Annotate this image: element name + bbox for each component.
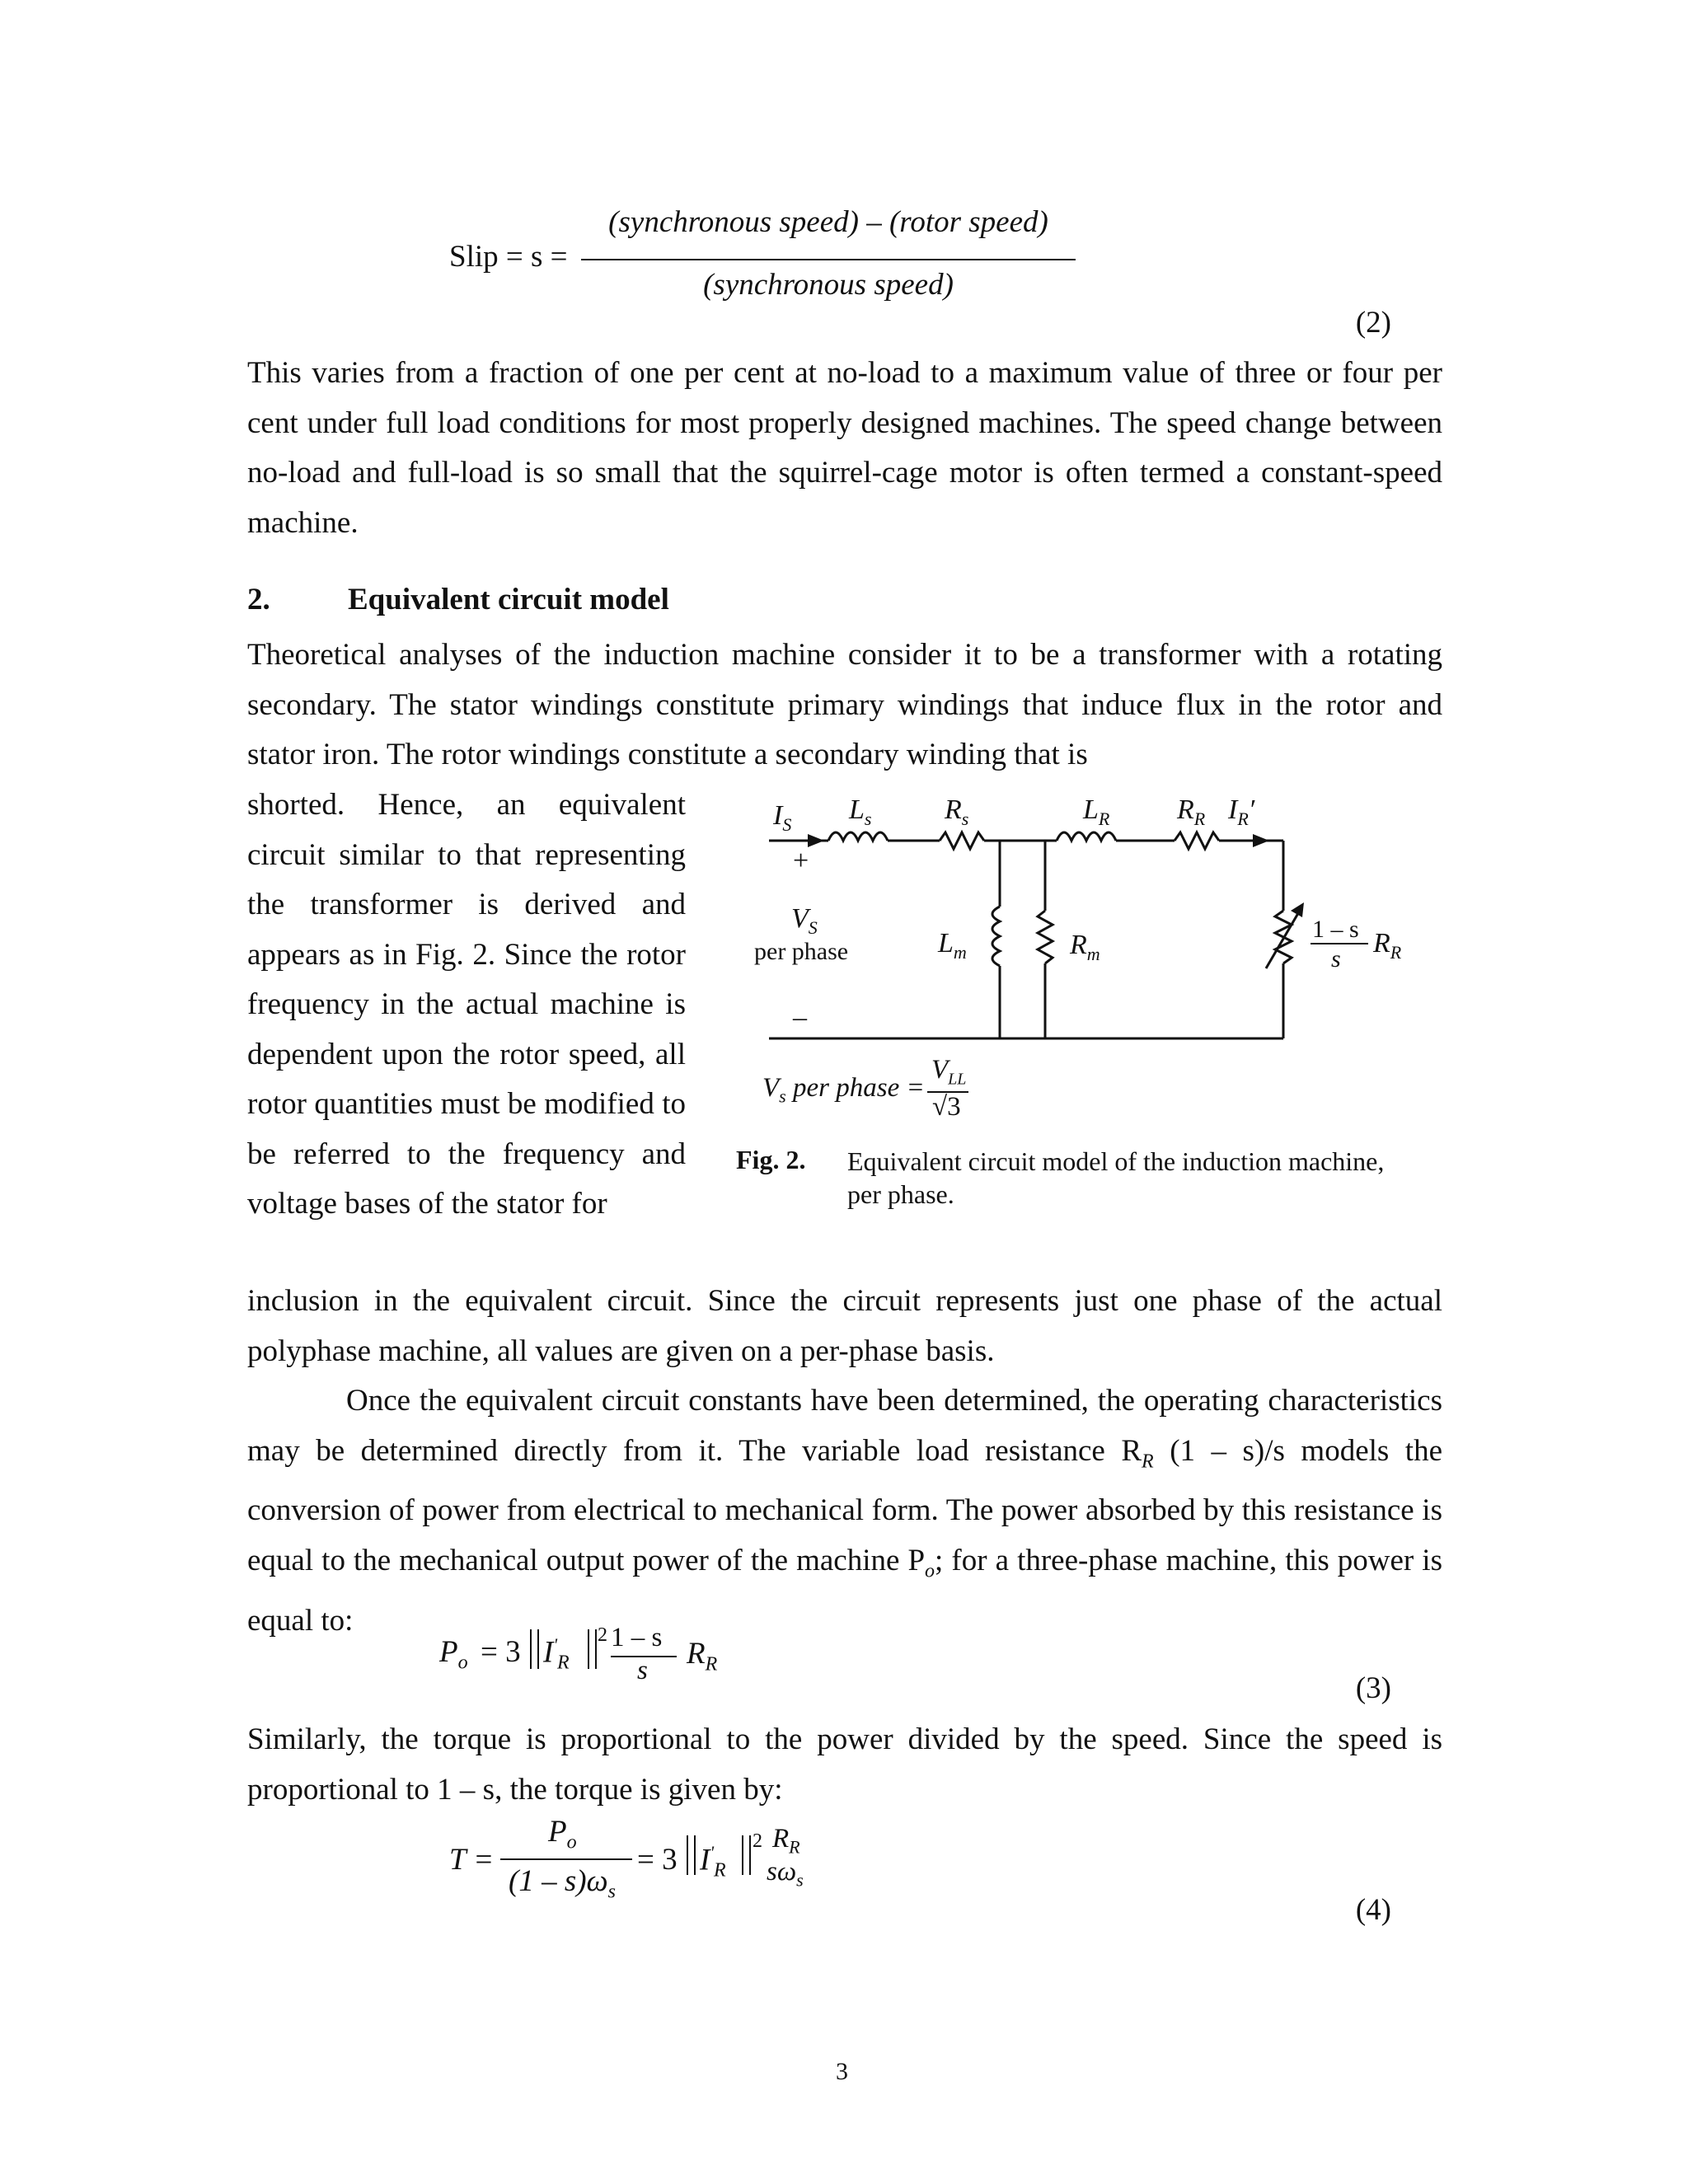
svg-text:RR: $R_R$	[1177, 794, 1206, 829]
eq3-three: = 3	[481, 1635, 521, 1669]
svg-text:RR: $R_R$	[1373, 928, 1402, 963]
section-heading	[247, 582, 669, 617]
page-number: 3	[836, 2058, 848, 2085]
eq2-denominator: (synchronous speed)	[703, 268, 954, 302]
eq2-lhs: Slip = s =	[449, 240, 568, 274]
figure-caption-text: Equivalent circuit model of the induction machine, per phase.	[847, 1146, 1385, 1209]
paragraph-2-wrap: shorted. Hence, an equivalent circuit similar to that representing the transformer is derived and appears as in Fig. 2. Since the rotor frequency in the actual machine is dependent upon the rotor speed, all rotor quantities must be modified to be referred to the frequency and voltage bases of the stator for	[247, 788, 686, 1221]
svg-text:s: s	[1331, 945, 1341, 972]
eq2-number: (2)	[1355, 306, 1391, 340]
figure-caption-label: Fig. 2.	[736, 1145, 806, 1174]
svg-text:per phase: per phase	[754, 938, 849, 965]
eq2	[449, 198, 1076, 330]
section-number: 2.	[247, 583, 270, 616]
eq3	[439, 1623, 769, 1702]
figure-formula	[762, 1055, 1010, 1129]
svg-text:Ls: $L_s$	[849, 794, 872, 829]
eq3-lhs: $P_o$	[439, 1635, 468, 1674]
eq4-lhs: T =	[449, 1843, 495, 1877]
eq3-number: (3)	[1355, 1671, 1391, 1705]
formula-denominator: √3	[932, 1092, 961, 1122]
svg-text:1 – s: 1 – s	[1312, 916, 1359, 943]
svg-text:Lm: $L_m$	[938, 928, 967, 963]
svg-text:VS: $V_S$	[791, 903, 818, 938]
eq3-current: $I'_R$	[543, 1634, 570, 1674]
eq3-norm-right	[588, 1629, 597, 1669]
eq4	[449, 1817, 861, 1916]
svg-text:Rs: $R_s$	[945, 794, 969, 829]
eq4-norm-left	[687, 1835, 696, 1875]
paragraph-4: Similarly, the torque is proportional to the power divided by the speed. Since the speed is proportional to 1 – s, the torque is given by:	[247, 1722, 1442, 1807]
eq4-frac-den: $s\omega_s$	[767, 1857, 804, 1891]
eq3-norm-left	[530, 1629, 539, 1669]
eq4-bar	[500, 1858, 632, 1860]
paragraph-3: Once the equivalent circuit constants have been determined, the operating characteristics may be determined directly from it. The variable load resistance $R_R$ (1 – s)/s models the conversion of power from electrical to mechanical form. The power absorbed by this resistance is equal to the mechanical output power of the machine $P_o$; for a three-phase machine, this power is equal to:	[247, 1384, 1442, 1638]
eq3-exponent: 2	[598, 1624, 607, 1646]
eq4-equals-three: = 3	[637, 1843, 678, 1877]
eq2-fraction-bar	[581, 259, 1076, 260]
formula-numerator: $V_{LL}$	[931, 1055, 967, 1089]
eq4-exponent: 2	[753, 1830, 762, 1852]
paragraph-2: Theoretical analyses of the induction machine consider it to be a transformer with a rotating secondary. The stator windings constitute primary windings that induce flux in the rotor and stator iron. The rotor windings constitute a secondary winding that is	[247, 638, 1442, 771]
eq2-numerator: (synchronous speed) – (rotor speed)	[608, 205, 1048, 239]
eq4-current: $I'_R$	[700, 1842, 726, 1882]
svg-text:IR′: $I_R'$	[1228, 794, 1255, 829]
eq4-frac-num: $R_R$	[772, 1824, 800, 1858]
svg-text:+: +	[793, 846, 809, 876]
eq4-norm-right	[742, 1835, 751, 1875]
eq4-den: $(1 - s)\omega_s$	[509, 1864, 617, 1903]
eq3-resistance: $R_R$	[687, 1637, 718, 1675]
svg-text:IS: $I_S$	[773, 800, 792, 835]
eq4-number: (4)	[1355, 1893, 1391, 1927]
svg-text:–: –	[793, 1002, 807, 1033]
section-title: Equivalent circuit model	[348, 583, 669, 616]
svg-text:Rm: $R_m$	[1070, 930, 1100, 964]
paragraph-2-end: inclusion in the equivalent circuit. Since the circuit represents just one phase of the actual polyphase machine, all values are given on a per-phase basis.	[247, 1284, 1442, 1368]
eq4-num: $P_o$	[548, 1815, 577, 1854]
paragraph-1: This varies from a fraction of one per cent at no-load to a maximum value of three or four per cent under full load conditions for most properly designed machines. The speed change between no-load and full-load is so small that the squirrel-cage motor is often termed a constant-speed machine.	[247, 356, 1442, 540]
svg-text:LR: $L_R$	[1083, 794, 1110, 829]
eq3-frac-num: 1 – s	[611, 1623, 663, 1652]
eq3-frac-den: s	[637, 1656, 648, 1685]
formula-lhs: $V_s$ per phase =	[762, 1073, 925, 1107]
